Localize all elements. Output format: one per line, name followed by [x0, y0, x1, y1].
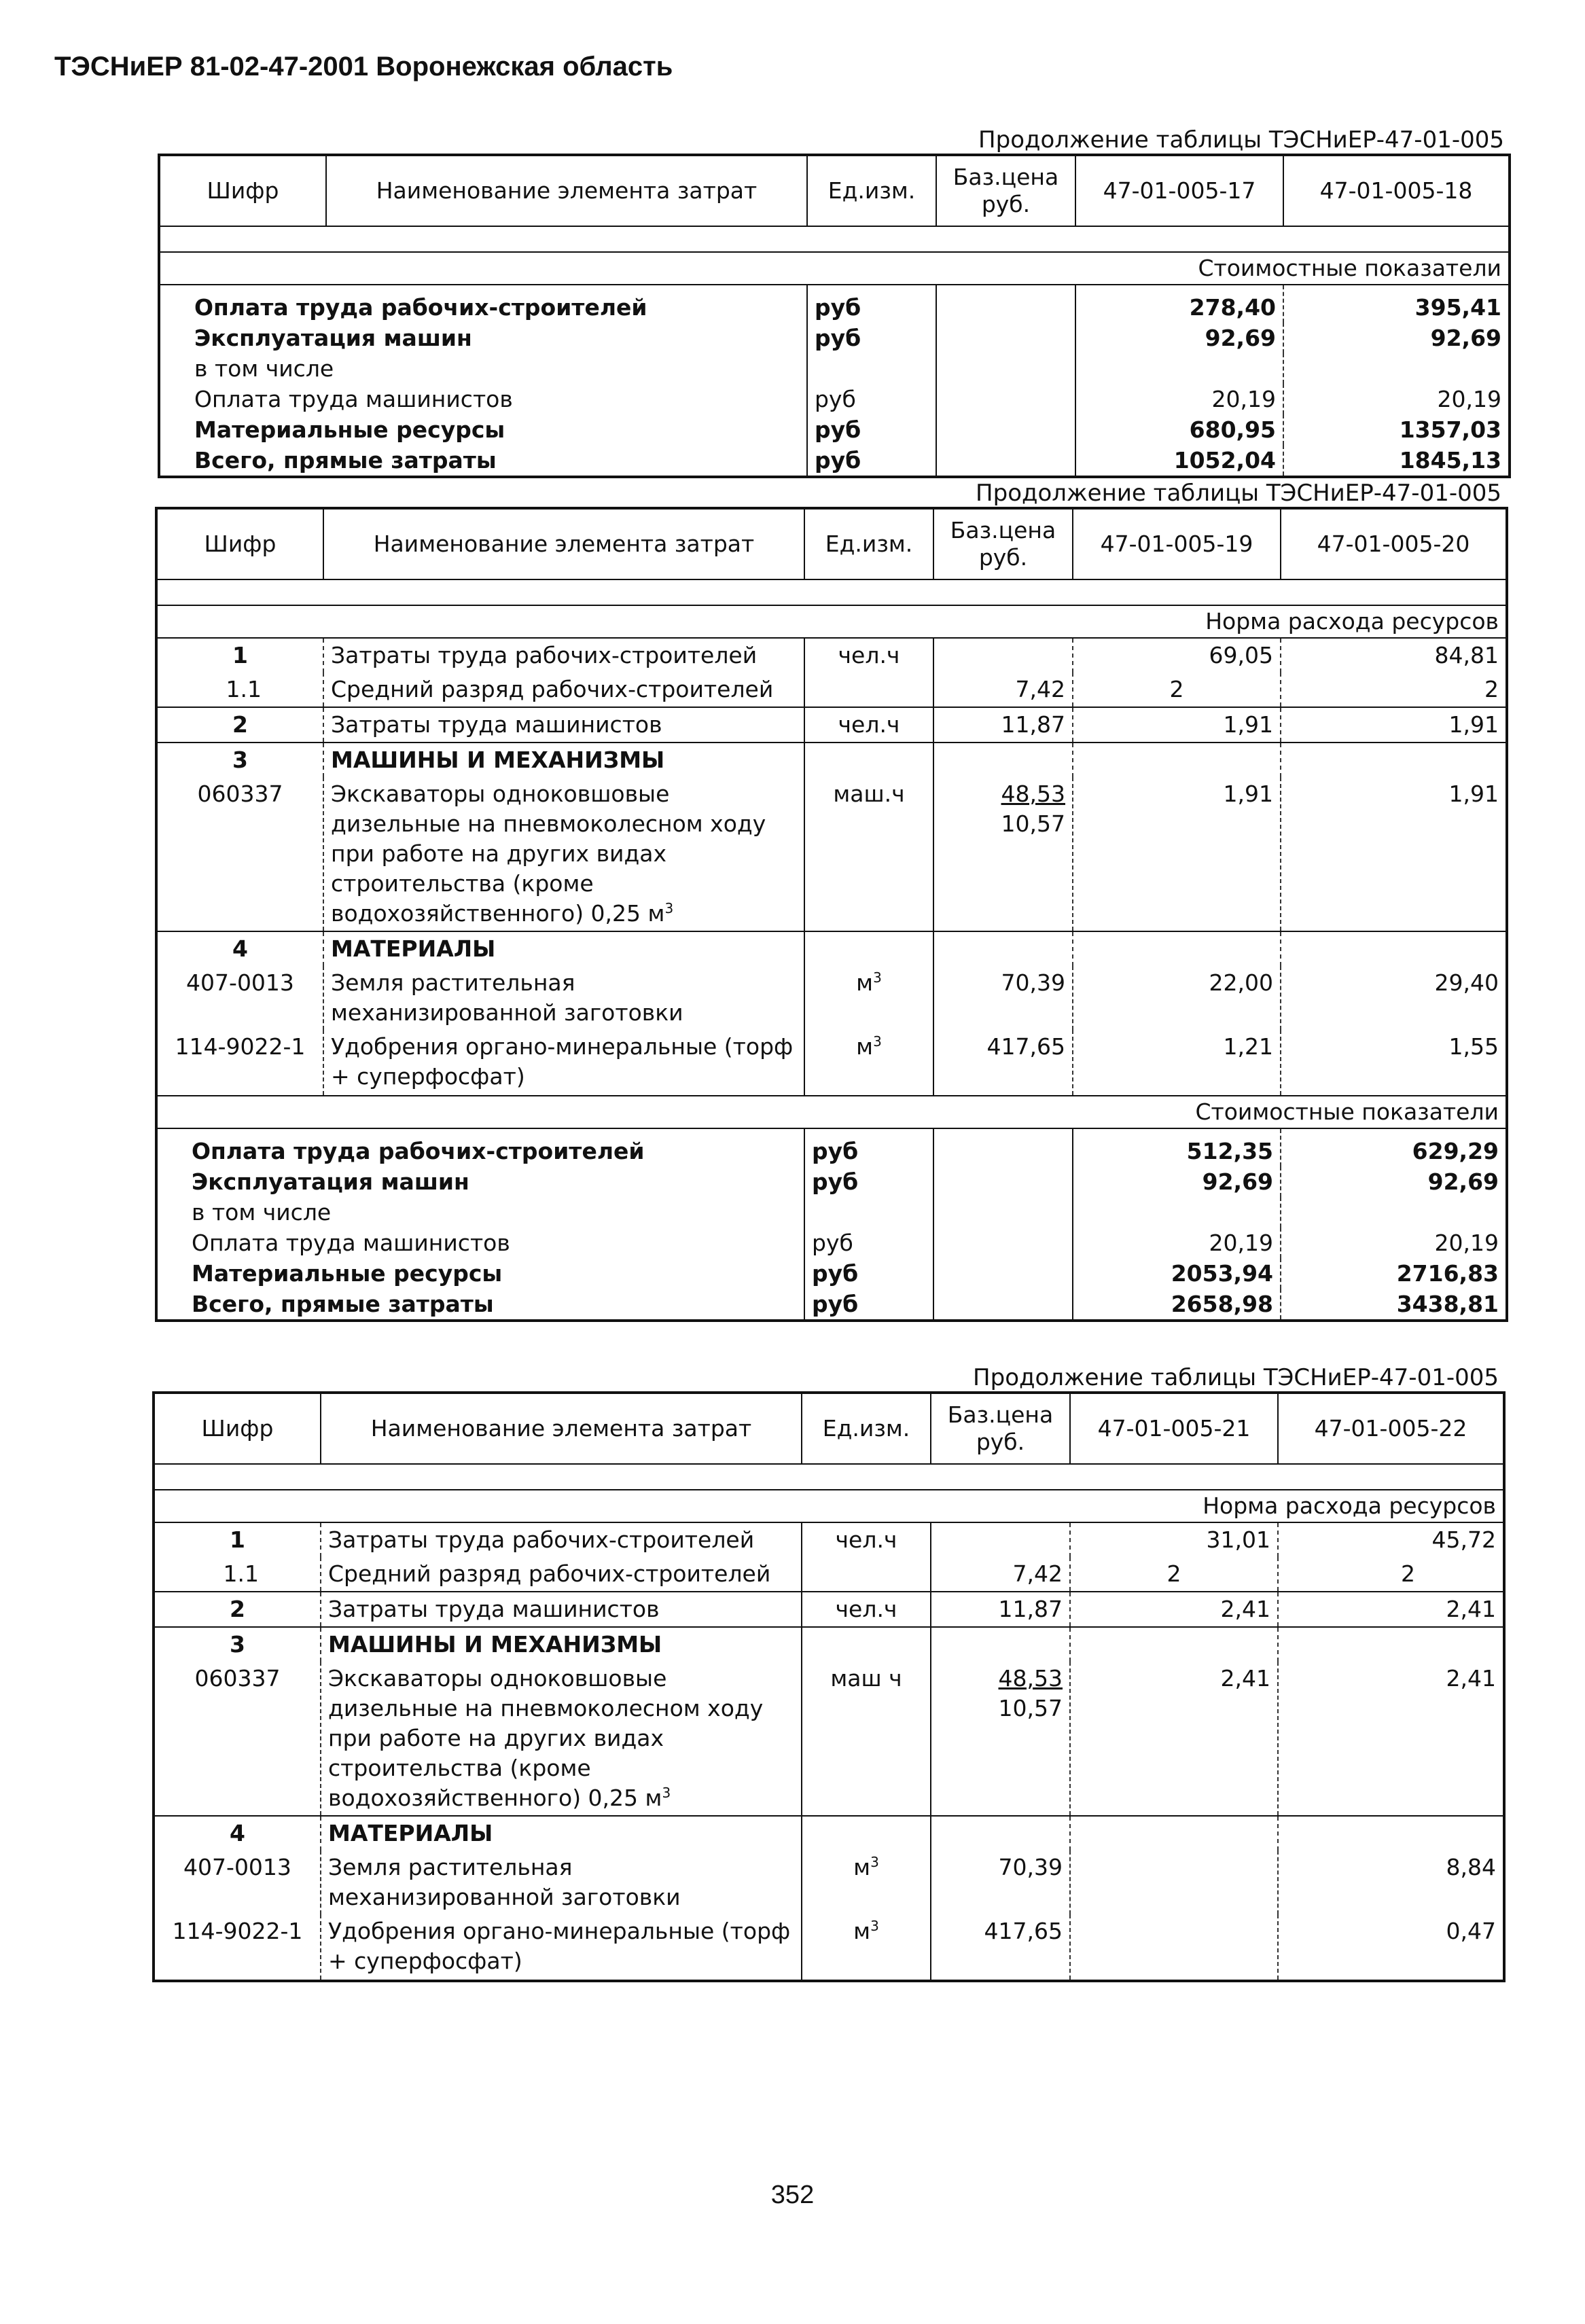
cost-value: 278,40 — [1075, 285, 1283, 323]
cost-value: 20,19 — [1073, 1228, 1281, 1258]
row-code: 3 — [156, 743, 323, 777]
cost-value: 20,19 — [1283, 384, 1510, 414]
header-col-a: 47-01-005-21 — [1070, 1393, 1278, 1464]
header-unit: Ед.изм. — [804, 508, 933, 579]
section-row — [159, 252, 1510, 285]
cost-price — [936, 384, 1075, 414]
cost-row — [156, 1197, 1507, 1228]
table-caption: Продолжение таблицы ТЭСНиЕР-47-01-005 — [973, 1364, 1499, 1391]
row-value: 69,05 — [1073, 638, 1281, 673]
header-name: Наименование элемента затрат — [321, 1393, 802, 1464]
table-row — [156, 673, 1507, 707]
row-name: МАТЕРИАЛЫ — [321, 1816, 802, 1851]
header-row — [156, 508, 1507, 579]
cost-price — [936, 323, 1075, 353]
cost-value: 92,69 — [1283, 323, 1510, 353]
cost-unit: руб — [804, 1289, 933, 1321]
row-price: 70,39 — [931, 1851, 1070, 1914]
row-name: Земля растительная механизированной заготовки — [323, 966, 804, 1030]
row-unit: чел.ч — [804, 638, 933, 673]
header-price: Баз.цена руб. — [931, 1393, 1070, 1464]
cost-name: Всего, прямые затраты — [192, 1291, 494, 1317]
row-value: 2 — [1281, 673, 1507, 707]
row-code: 114-9022-1 — [172, 1918, 303, 1944]
row-price: 7,42 — [931, 1557, 1070, 1592]
cost-name: в том числе — [194, 355, 334, 382]
cost-unit: руб — [807, 384, 936, 414]
row-unit: чел.ч — [804, 707, 933, 743]
cost-price — [933, 1166, 1073, 1197]
header-name: Наименование элемента затрат — [323, 508, 804, 579]
cost-row — [159, 323, 1510, 353]
row-unit: $м^3$ — [802, 1851, 931, 1914]
row-value: 22,00 — [1073, 966, 1281, 1030]
cost-value: 395,41 — [1283, 285, 1510, 323]
header-unit: Ед.изм. — [807, 155, 936, 226]
row-code: 060337 — [194, 1665, 281, 1692]
table-block-1 — [158, 126, 1508, 478]
cost-value: 512,35 — [1073, 1128, 1281, 1166]
table-row — [154, 1816, 1504, 1851]
cost-name: Оплата труда машинистов — [192, 1230, 510, 1256]
row-name: Затраты труда рабочих-строителей — [321, 1522, 802, 1557]
row-value: 84,81 — [1281, 638, 1507, 673]
cost-row — [159, 414, 1510, 445]
cost-row — [156, 1228, 1507, 1258]
header-name: Наименование элемента затрат — [326, 155, 807, 226]
cost-price — [933, 1289, 1073, 1321]
row-code: 1 — [230, 1526, 245, 1553]
row-name: Удобрения органо-минеральные (торф + суперфосфат) — [321, 1914, 802, 1981]
table-row — [156, 1030, 1507, 1096]
row-value: 29,40 — [1281, 966, 1507, 1030]
cost-name: Оплата труда рабочих-строителей — [194, 294, 647, 321]
row-price — [931, 1522, 1070, 1557]
section-label: Норма расхода ресурсов — [154, 1490, 1504, 1522]
row-value — [1070, 1851, 1278, 1914]
row-code: 4 — [154, 1816, 321, 1851]
cost-row — [159, 353, 1510, 384]
section-label: Стоимостные показатели — [156, 1096, 1507, 1128]
cost-value: 1357,03 — [1283, 414, 1510, 445]
table-row — [156, 707, 1507, 743]
cost-value: 92,69 — [1073, 1166, 1281, 1197]
row-code: 1.1 — [226, 676, 262, 702]
cost-name: Материальные ресурсы — [192, 1260, 503, 1287]
row-price: 7,42 — [933, 673, 1073, 707]
table-row — [156, 777, 1507, 931]
cost-value: 2716,83 — [1281, 1258, 1507, 1289]
cost-row — [159, 384, 1510, 414]
table-row — [156, 743, 1507, 777]
row-price: 48,53 10,57 — [931, 1662, 1070, 1816]
row-unit: чел.ч — [802, 1592, 931, 1627]
header-col-a: 47-01-005-17 — [1075, 155, 1283, 226]
cost-unit: руб — [807, 445, 936, 477]
row-price: 417,65 — [931, 1914, 1070, 1981]
cost-value: 1052,04 — [1075, 445, 1283, 477]
row-unit: маш ч — [802, 1662, 931, 1816]
table-1 — [158, 154, 1511, 478]
row-value: 1,21 — [1073, 1030, 1281, 1096]
cost-row — [159, 445, 1510, 477]
cost-unit: руб — [807, 323, 936, 353]
row-price — [933, 638, 1073, 673]
table-row — [154, 1592, 1504, 1627]
row-name: Средний разряд рабочих-строителей — [321, 1557, 802, 1592]
row-value: 2,41 — [1070, 1662, 1278, 1816]
cost-name: Оплата труда рабочих-строителей — [192, 1138, 645, 1164]
header-row — [159, 155, 1510, 226]
spacer-row — [156, 579, 1507, 605]
header-col-a: 47-01-005-19 — [1073, 508, 1281, 579]
header-unit: Ед.изм. — [802, 1393, 931, 1464]
header-code: Шифр — [154, 1393, 321, 1464]
row-name: МАТЕРИАЛЫ — [323, 931, 804, 966]
row-unit: $м^3$ — [804, 966, 933, 1030]
cost-unit: руб — [807, 414, 936, 445]
row-name: Затраты труда машинистов — [321, 1592, 802, 1627]
cost-unit: руб — [804, 1258, 933, 1289]
row-unit — [804, 673, 933, 707]
row-code: 4 — [156, 931, 323, 966]
table-row — [154, 1522, 1504, 1557]
cost-price — [936, 285, 1075, 323]
cost-row — [156, 1289, 1507, 1321]
row-code: 2 — [154, 1592, 321, 1627]
row-price: 48,53 10,57 — [933, 777, 1073, 931]
cost-price — [936, 445, 1075, 477]
cost-unit: руб — [804, 1166, 933, 1197]
table-row — [154, 1662, 1504, 1816]
row-price: 11,87 — [931, 1592, 1070, 1627]
row-value: 2 — [1278, 1557, 1504, 1592]
row-value: 2 — [1073, 673, 1281, 707]
row-name: МАШИНЫ И МЕХАНИЗМЫ — [321, 1627, 802, 1662]
row-code: 060337 — [197, 781, 283, 807]
row-value: 8,84 — [1278, 1851, 1504, 1914]
row-code: 2 — [156, 707, 323, 743]
table-row — [154, 1851, 1504, 1914]
row-name: Затраты труда рабочих-строителей — [323, 638, 804, 673]
table-block-2 — [155, 480, 1506, 1322]
cost-name: в том числе — [192, 1199, 332, 1226]
header-col-b: 47-01-005-18 — [1283, 155, 1510, 226]
row-value: 1,91 — [1281, 707, 1507, 743]
header-row — [154, 1393, 1504, 1464]
table-caption: Продолжение таблицы ТЭСНиЕР-47-01-005 — [978, 126, 1504, 154]
row-code: 1.1 — [223, 1560, 259, 1587]
cost-price — [933, 1258, 1073, 1289]
row-value: 2 — [1070, 1557, 1278, 1592]
cost-value: 680,95 — [1075, 414, 1283, 445]
header-code: Шифр — [156, 508, 323, 579]
cost-value: 20,19 — [1281, 1228, 1507, 1258]
cost-name: Материальные ресурсы — [194, 416, 505, 443]
header-price: Баз.цена руб. — [933, 508, 1073, 579]
header-code: Шифр — [159, 155, 326, 226]
row-unit — [802, 1557, 931, 1592]
section-label: Стоимостные показатели — [159, 252, 1510, 285]
header-price: Баз.цена руб. — [936, 155, 1075, 226]
table-row — [154, 1557, 1504, 1592]
row-name: Удобрения органо-минеральные (торф + суперфосфат) — [323, 1030, 804, 1096]
cost-value: 92,69 — [1281, 1166, 1507, 1197]
cost-value: 1845,13 — [1283, 445, 1510, 477]
table-row — [154, 1627, 1504, 1662]
cost-price — [933, 1128, 1073, 1166]
page-number: 352 — [770, 2181, 815, 2209]
row-code: 407-0013 — [183, 1854, 291, 1880]
row-unit: маш.ч — [804, 777, 933, 931]
row-price: 70,39 — [933, 966, 1073, 1030]
row-name: Земля растительная механизированной заготовки — [321, 1851, 802, 1914]
table-row — [154, 1914, 1504, 1981]
cost-price — [933, 1228, 1073, 1258]
row-value: 2,41 — [1070, 1592, 1278, 1627]
cost-value: 3438,81 — [1281, 1289, 1507, 1321]
cost-value: 92,69 — [1075, 323, 1283, 353]
table-caption: Продолжение таблицы ТЭСНиЕР-47-01-005 — [976, 480, 1501, 507]
cost-unit: руб — [804, 1228, 933, 1258]
header-col-b: 47-01-005-20 — [1281, 508, 1507, 579]
row-name: Затраты труда машинистов — [323, 707, 804, 743]
row-value: 1,91 — [1073, 707, 1281, 743]
row-value: 31,01 — [1070, 1522, 1278, 1557]
row-name: Экскаваторы одноковшовые дизельные на пневмоколесном ходу при работе на других видах строительства (кроме водохозяйственного) 0,25 $м^3$ — [321, 1662, 802, 1816]
row-value: 45,72 — [1278, 1522, 1504, 1557]
page-title: ТЭСНиЕР 81-02-47-2001 Воронежская область — [54, 52, 673, 82]
cost-value: 629,29 — [1281, 1128, 1507, 1166]
cost-unit: руб — [804, 1128, 933, 1166]
row-price: 11,87 — [933, 707, 1073, 743]
row-value: 1,91 — [1281, 777, 1507, 931]
cost-row — [159, 285, 1510, 323]
cost-name: Всего, прямые затраты — [194, 447, 497, 473]
row-code: 407-0013 — [186, 969, 294, 996]
row-value: 0,47 — [1278, 1914, 1504, 1981]
cost-name: Оплата труда машинистов — [194, 386, 513, 412]
table-2 — [155, 507, 1508, 1322]
cost-value: 20,19 — [1075, 384, 1283, 414]
table-3 — [152, 1391, 1506, 1982]
section-row — [156, 1096, 1507, 1128]
row-code: 1 — [232, 642, 248, 668]
row-value: 2,41 — [1278, 1592, 1504, 1627]
header-col-b: 47-01-005-22 — [1278, 1393, 1504, 1464]
row-price: 417,65 — [933, 1030, 1073, 1096]
row-code: 114-9022-1 — [175, 1033, 306, 1060]
row-value: 1,91 — [1073, 777, 1281, 931]
row-name: Средний разряд рабочих-строителей — [323, 673, 804, 707]
row-unit: чел.ч — [802, 1522, 931, 1557]
row-name: Экскаваторы одноковшовые дизельные на пневмоколесном ходу при работе на других видах строительства (кроме водохозяйственного) 0,25 $м^3$ — [323, 777, 804, 931]
section-label: Норма расхода ресурсов — [156, 605, 1507, 638]
cost-name: Эксплуатация машин — [192, 1168, 469, 1195]
row-unit: $м^3$ — [802, 1914, 931, 1981]
cost-row — [156, 1258, 1507, 1289]
table-row — [156, 638, 1507, 673]
row-value: 2,41 — [1278, 1662, 1504, 1816]
table-block-3 — [152, 1364, 1503, 1982]
cost-row — [156, 1166, 1507, 1197]
row-code: 3 — [154, 1627, 321, 1662]
row-value: 1,55 — [1281, 1030, 1507, 1096]
cost-value: 2053,94 — [1073, 1258, 1281, 1289]
table-row — [156, 966, 1507, 1030]
cost-price — [936, 414, 1075, 445]
cost-unit: руб — [807, 285, 936, 323]
cost-value: 2658,98 — [1073, 1289, 1281, 1321]
section-row — [156, 605, 1507, 638]
row-value — [1070, 1914, 1278, 1981]
cost-name: Эксплуатация машин — [194, 325, 472, 351]
spacer-row — [154, 1464, 1504, 1490]
spacer-row — [159, 226, 1510, 252]
table-row — [156, 931, 1507, 966]
row-name: МАШИНЫ И МЕХАНИЗМЫ — [323, 743, 804, 777]
cost-row — [156, 1128, 1507, 1166]
section-row — [154, 1490, 1504, 1522]
row-unit: $м^3$ — [804, 1030, 933, 1096]
